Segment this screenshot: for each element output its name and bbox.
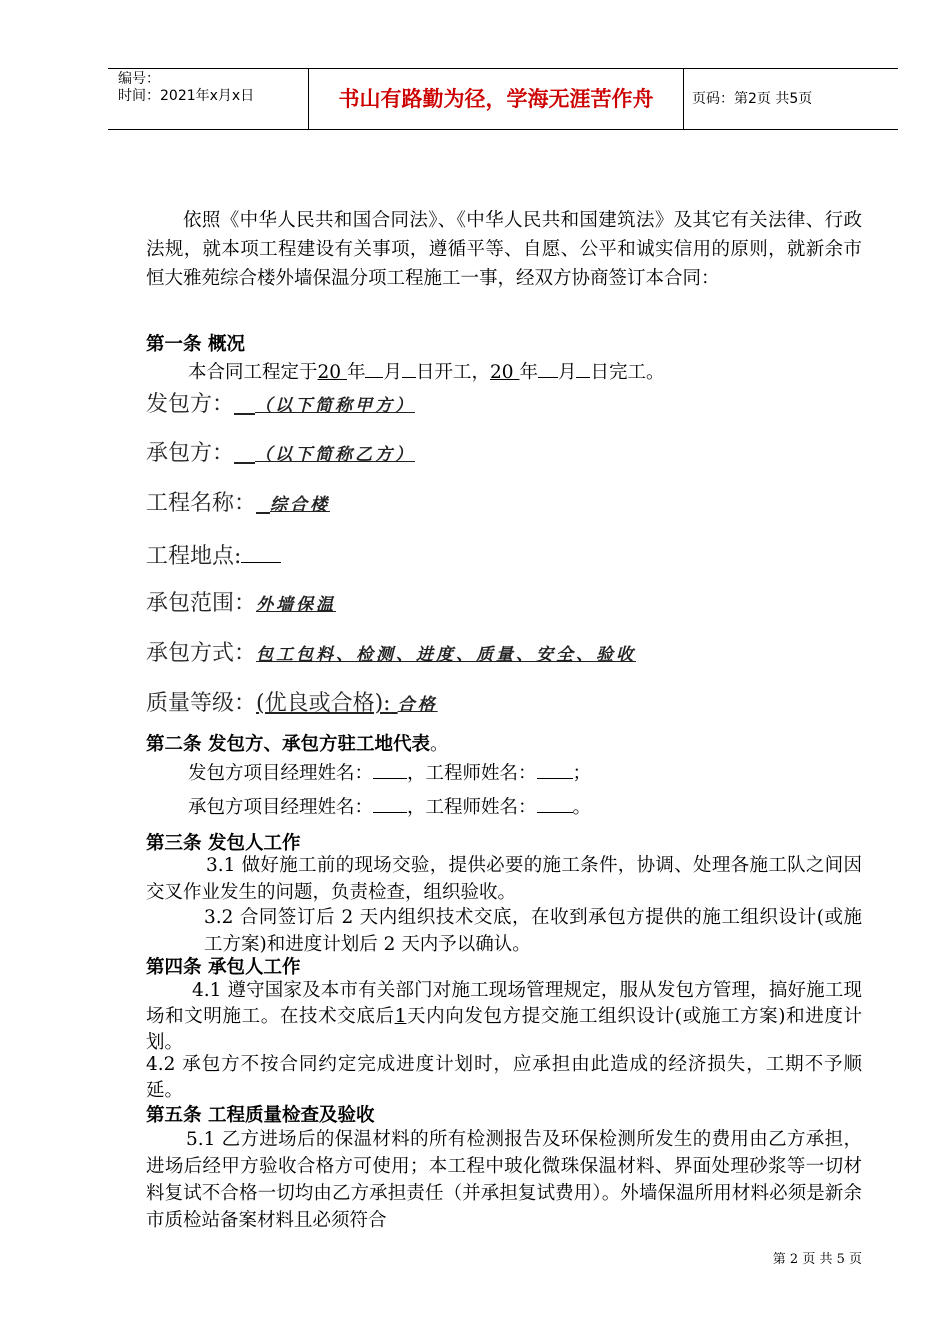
document-header [108,68,898,130]
header-motto: 书山有路勤为径，学海无涯苦作舟 [308,69,684,129]
date-label: 时间：2021年x月x日 [118,88,255,104]
article-1-dates: 本合同工程定于20 年 月 日开工，20 年 月 日完工。 [188,357,664,385]
number-label: 编号： [118,71,160,87]
article-1-title: 第一条 概况 [146,334,245,355]
article-4-title: 第四条 承包人工作 [146,957,301,978]
page-footer: 第 2 页 共 5 页 [772,1252,862,1267]
article-2-line-1: 发包方项目经理姓名： ，工程师姓名： ； [188,758,591,786]
intro-paragraph: 依照《中华人民共和国合同法》、《中华人民共和国建筑法》及其它有关法律、行政法规，就本项工程建设有关事项，遵循平等、自愿、公平和诚实信用的原则，就新余市恒大雅苑综合楼外墙保温分项工程施工一事，经双方协商签订本合同： [146,210,862,289]
field-project-name: 工程名称： 综合楼 [146,491,331,516]
field-contract-mode: 承包方式：包工包料、检测、进度、质量、安全、验收 [146,641,637,666]
article-3-para-1: 3.1 做好施工前的现场交验，提供必要的施工条件，协调、处理各施工队之间因交叉作业发生的问题，负责检查，组织验收。 [146,855,862,903]
field-employer: 发包方： （以下简称甲方） [146,392,415,417]
article-5-para-1: 5.1 乙方进场后的保温材料的所有检测报告及环保检测所发生的费用由乙方承担，进场后经甲方验收合格方可使用；本工程中玻化微珠保温材料、界面处理砂浆等一切材料复试不合格一切均由乙方承担责任（并承担复试费用）。外墙保温所用材料必须是新余市质检站备案材料且必须符合 [146,1129,862,1231]
article-2-line-2: 承包方项目经理姓名： ，工程师姓名： 。 [188,792,591,820]
field-scope: 承包范围：外墙保温 [146,591,337,616]
article-3-title: 第三条 发包人工作 [146,833,301,854]
field-quality-grade: 质量等级：(优良或合格): 合格 [146,691,438,716]
article-3-para-2: 3.2 合同签订后 2 天内组织技术交底，在收到承包方提供的施工组织设计(或施工方案)和进度计划后 2 天内予以确认。 [204,907,862,955]
field-contractor: 承包方： （以下简称乙方） [146,441,415,466]
article-4-para-2: 4.2 承包方不按合同约定完成进度计划时，应承担由此造成的经济损失，工期不予顺延。 [146,1054,862,1101]
article-2-title: 第二条 发包方、承包方驻工地代表。 [146,734,449,755]
header-meta [108,69,308,129]
field-project-location: 工程地点: [146,542,281,569]
header-page-label: 页码：第2页 共5页 [692,91,813,107]
article-5-title: 第五条 工程质量检查及验收 [146,1105,375,1126]
article-4-para-1: 4.1 遵守国家及本市有关部门对施工现场管理规定，服从发包方管理，搞好施工现场和文明施工。在技术交底后1天内向发包方提交施工组织设计(或施工方案)和进度计划。 [146,980,862,1053]
